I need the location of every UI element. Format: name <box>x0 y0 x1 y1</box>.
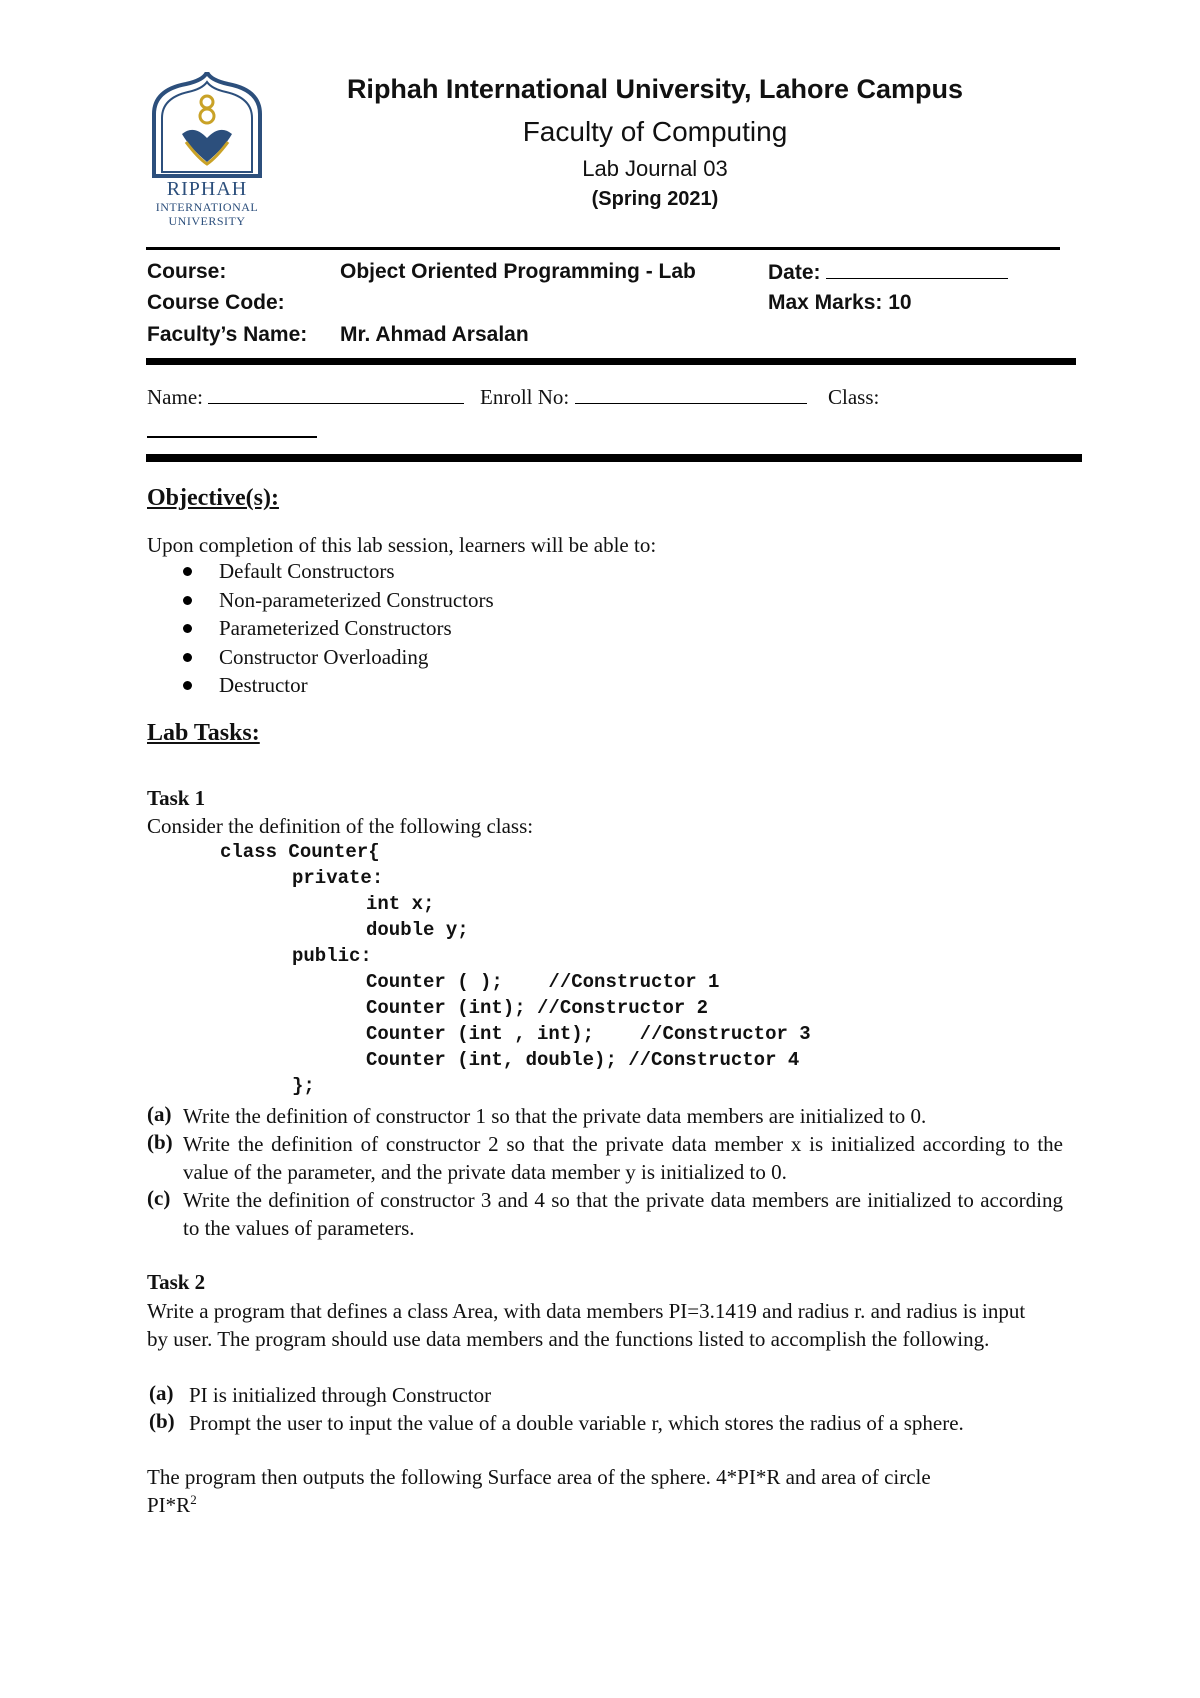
part-label: (a) <box>149 1381 174 1405</box>
task1-title: Task 1 <box>147 786 206 810</box>
university-title: Riphah International University, Lahore Campus <box>346 74 964 104</box>
part-label: (b) <box>147 1130 173 1154</box>
student-name-label: Name: <box>147 385 203 409</box>
formula-text: PI*R <box>147 1493 191 1517</box>
code-line: Counter (int , int); //Constructor 3 <box>366 1023 811 1045</box>
faculty-name-label: Faculty’s Name: <box>147 323 308 346</box>
objective-item: Non-parameterized Constructors <box>219 588 494 612</box>
class-label: Class: <box>828 385 880 409</box>
code-line: class Counter{ <box>220 841 380 863</box>
code-line: Counter (int, double); //Constructor 4 <box>366 1049 800 1071</box>
task1-part-b: Write the definition of constructor 2 so that the private data member x is initialized according to the value of the parameter, and the private data member y is initialized to 0. <box>183 1132 1063 1184</box>
bullet-icon <box>183 624 192 633</box>
enroll-label: Enroll No: <box>480 385 570 409</box>
max-marks: Max Marks: 10 <box>768 291 912 314</box>
course-code-label: Course Code: <box>147 291 285 314</box>
course-value: Object Oriented Programming - Lab <box>340 260 696 283</box>
code-line: Counter (int); //Constructor 2 <box>366 997 709 1019</box>
class-blank <box>147 436 317 438</box>
objectives-intro: Upon completion of this lab session, learners will be able to: <box>147 533 657 557</box>
part-label: (c) <box>147 1186 171 1210</box>
task1-part-a: Write the definition of constructor 1 so that the private data members are initialized to 0. <box>183 1104 927 1128</box>
objective-item: Default Constructors <box>219 559 395 583</box>
course-info-divider <box>146 358 1076 365</box>
code-line: double y; <box>366 919 469 941</box>
faculty-title: Faculty of Computing <box>522 116 788 147</box>
code-line: public: <box>292 945 372 967</box>
task1-part-c: Write the definition of constructor 3 and 4 so that the private data members are initialized to according to the values of parameters. <box>183 1188 1063 1240</box>
task1-intro: Consider the definition of the following class: <box>147 814 534 838</box>
date-label: Date: <box>768 261 821 284</box>
header-divider <box>146 247 1060 250</box>
part-label: (a) <box>147 1102 172 1126</box>
objective-item: Destructor <box>219 673 308 697</box>
journal-title: Lab Journal 03 <box>582 156 728 181</box>
student-name-blank <box>208 385 464 404</box>
student-info-divider <box>146 454 1082 462</box>
objectives-heading: Objective(s): <box>147 485 279 511</box>
bullet-icon <box>183 681 192 690</box>
task2-formula <box>147 1492 197 1518</box>
bullet-icon <box>183 653 192 662</box>
logo-text-line-2: INTERNATIONAL <box>155 200 259 214</box>
date-field <box>768 260 1008 285</box>
bullet-icon <box>183 596 192 605</box>
course-label: Course: <box>147 260 227 283</box>
bullet-icon <box>183 567 192 576</box>
task2-part-a: PI is initialized through Constructor <box>189 1383 492 1407</box>
logo-text-line-3: UNIVERSITY <box>168 214 246 228</box>
part-label: (b) <box>149 1409 175 1433</box>
task2-title: Task 2 <box>147 1270 206 1294</box>
lab-tasks-heading: Lab Tasks: <box>147 720 260 746</box>
enroll-field <box>480 385 807 410</box>
date-blank <box>826 260 1008 279</box>
student-name-field <box>147 385 464 410</box>
code-line: }; <box>292 1075 315 1097</box>
code-line: private: <box>292 867 384 889</box>
task2-part-b: Prompt the user to input the value of a double variable r, which stores the radius of a sphere. <box>189 1411 964 1435</box>
semester-label: (Spring 2021) <box>591 188 719 210</box>
task2-intro: Write a program that defines a class Area, with data members PI=3.1419 and radius r. and radius is input by user. The program should use data members and the functions listed to accomplish the following. <box>147 1299 1026 1351</box>
task2-outro: The program then outputs the following Surface area of the sphere. 4*PI*R and area of circle <box>147 1465 931 1489</box>
objective-item: Parameterized Constructors <box>219 616 452 640</box>
faculty-name-value: Mr. Ahmad Arsalan <box>340 323 529 346</box>
code-line: Counter ( ); //Constructor 1 <box>366 971 720 993</box>
objective-item: Constructor Overloading <box>219 645 429 669</box>
enroll-blank <box>575 385 807 404</box>
code-line: int x; <box>366 893 435 915</box>
logo-text-line-1: RIPHAH <box>166 178 248 200</box>
formula-exponent: 2 <box>190 1492 197 1507</box>
